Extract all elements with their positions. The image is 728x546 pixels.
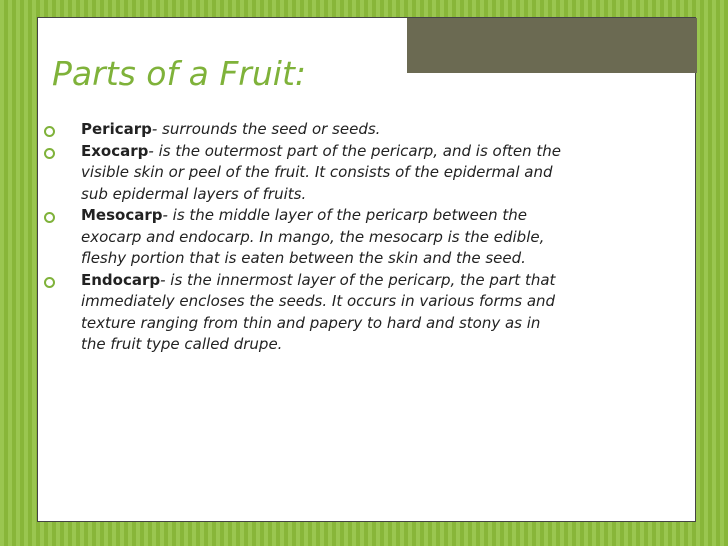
bullet-circle-icon bbox=[44, 277, 55, 288]
term-label: Mesocarp bbox=[81, 206, 163, 224]
accent-block bbox=[407, 18, 697, 73]
definition-text: - is the innermost layer of the pericarp, the part that immediately encloses the seeds. It occurs in various forms and texture ranging from thin and papery to hard and stony as in the fruit type called drupe. bbox=[81, 270, 556, 353]
bullet-circle-icon bbox=[44, 126, 55, 137]
list-item-pericarp bbox=[44, 119, 564, 141]
definition-text: - surrounds the seed or seeds. bbox=[151, 120, 381, 138]
bullet-circle-icon bbox=[44, 148, 55, 159]
slide-title: Parts of a Fruit: bbox=[52, 54, 307, 93]
list-item-mesocarp bbox=[44, 205, 564, 270]
definition-text: - is the middle layer of the pericarp between the exocarp and endocarp. In mango, the mesocarp is the edible, fleshy portion that is eaten between the skin and the seed. bbox=[81, 206, 545, 267]
list-item-exocarp bbox=[44, 141, 564, 206]
bullet-list bbox=[44, 119, 564, 356]
definition-text: - is the outermost part of the pericarp, and is often the visible skin or peel of the fruit. It consists of the epidermal and sub epidermal layers of fruits. bbox=[81, 141, 562, 203]
term-label: Pericarp bbox=[81, 120, 152, 138]
term-label: Exocarp bbox=[81, 141, 149, 160]
list-item-endocarp bbox=[44, 270, 564, 356]
term-label: Endocarp bbox=[81, 270, 161, 289]
bullet-circle-icon bbox=[44, 212, 55, 223]
